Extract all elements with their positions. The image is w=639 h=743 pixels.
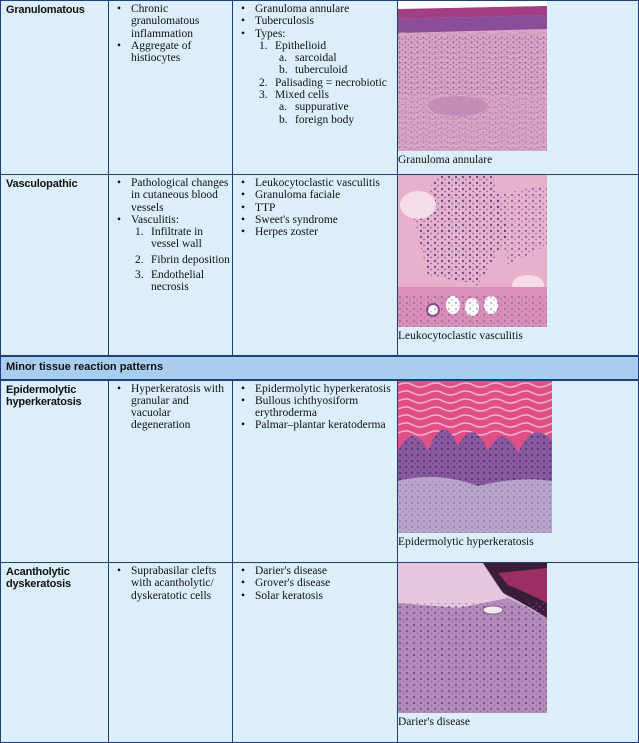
list-item: 2. Fibrin deposition — [135, 253, 230, 266]
list-item: • Sweet's syndrome — [241, 214, 395, 226]
dariers-disease-micrograph — [398, 563, 547, 713]
examples-cell — [233, 563, 398, 743]
features-cell — [109, 1, 233, 175]
list-item: 1. Infiltrate in vessel wall — [135, 226, 204, 251]
features-list — [109, 1, 232, 64]
list-item: • Granuloma annulare — [241, 3, 395, 15]
list-item: a. sarcoidal — [279, 52, 337, 65]
section-header-row — [1, 356, 639, 380]
list-item: • Bullous ichthyosiform erythroderma — [241, 395, 395, 420]
image-caption: Granuloma annulare — [398, 154, 493, 166]
list-item: • Palmar–plantar keratoderma — [241, 419, 395, 431]
image-cell — [398, 563, 639, 743]
image-cell — [398, 1, 639, 175]
table-row — [1, 563, 639, 743]
pattern-cell — [1, 175, 109, 356]
list-item: • Granuloma faciale — [241, 189, 395, 201]
pattern-name: Vasculopathic — [6, 178, 78, 190]
list-item: b. tuberculoid — [279, 64, 348, 77]
features-cell — [109, 563, 233, 743]
features-list — [109, 175, 232, 294]
types-label: Types: — [255, 27, 286, 40]
examples-cell — [233, 1, 398, 175]
list-item: • Darier's disease — [241, 565, 395, 577]
image-cell — [398, 175, 639, 356]
list-item: • Herpes zoster — [241, 226, 395, 238]
pattern-cell — [1, 1, 109, 175]
table-row — [1, 175, 639, 356]
list-item: 1. Epithelioid a. sarcoidal b. tuberculoid — [259, 40, 395, 77]
examples-list — [233, 381, 397, 432]
features-cell — [109, 175, 233, 356]
image-caption: Darier's disease — [398, 716, 470, 728]
list-item: b. foreign body — [279, 113, 355, 126]
types-list — [255, 40, 395, 126]
features-cell — [109, 380, 233, 563]
list-item: • Hyperkeratosis with granular and vacuolar degeneration — [117, 383, 230, 432]
vasculitis-list — [131, 226, 230, 293]
pattern-name: Granulomatous — [6, 4, 85, 16]
list-item: • Tuberculosis — [241, 15, 395, 27]
pattern-cell — [1, 380, 109, 563]
list-item: • Chronic granulomatous inflammation — [117, 3, 230, 40]
list-item: a. suppurative — [279, 101, 349, 114]
features-list — [109, 381, 232, 432]
pattern-name: Acantholytic dyskeratosis — [6, 566, 71, 590]
section-header: Minor tissue reaction patterns — [1, 356, 639, 380]
table-row — [1, 1, 639, 175]
features-list — [109, 563, 232, 602]
list-item: 3. Endothelial necrosis — [135, 269, 205, 294]
list-item: • Aggregate of histiocytes — [117, 40, 230, 65]
list-item: • Pathological changes in cutaneous blood vessels — [117, 177, 230, 214]
examples-cell — [233, 380, 398, 563]
list-item: • TTP — [241, 202, 395, 214]
table-row — [1, 380, 639, 563]
pattern-name: Epidermolytic hyperkeratosis — [6, 383, 82, 408]
list-item: • Vasculitis: 1. Infiltrate in vessel wall 2. Fibrin deposition 3. Endothelial necrosis — [117, 214, 230, 294]
list-item: 3. Mixed cells a. suppurative b. foreign body — [259, 89, 395, 126]
leukocytoclastic-vasculitis-micrograph — [398, 175, 547, 327]
list-item — [241, 28, 395, 126]
examples-list — [233, 563, 397, 602]
pattern-cell — [1, 563, 109, 743]
examples-list — [233, 1, 397, 126]
list-item: • Leukocytoclastic vasculitis — [241, 177, 395, 189]
examples-list — [233, 175, 397, 238]
list-item: • Suprabasilar clefts with acantholytic/ dyskeratotic cells — [117, 565, 230, 602]
granuloma-annulare-micrograph — [398, 1, 547, 151]
list-item: • Epidermolytic hyperkeratosis — [241, 383, 395, 395]
list-item: 2. Palisading = necrobiotic — [259, 76, 387, 89]
image-caption: Epidermolytic hyperkeratosis — [398, 535, 534, 548]
image-caption: Leukocytoclastic vasculitis — [398, 330, 523, 342]
examples-cell — [233, 175, 398, 356]
list-item: • Grover's disease — [241, 577, 395, 589]
list-item: • Solar keratosis — [241, 590, 395, 602]
epidermolytic-hyperkeratosis-micrograph — [398, 381, 552, 533]
image-cell — [398, 380, 639, 563]
